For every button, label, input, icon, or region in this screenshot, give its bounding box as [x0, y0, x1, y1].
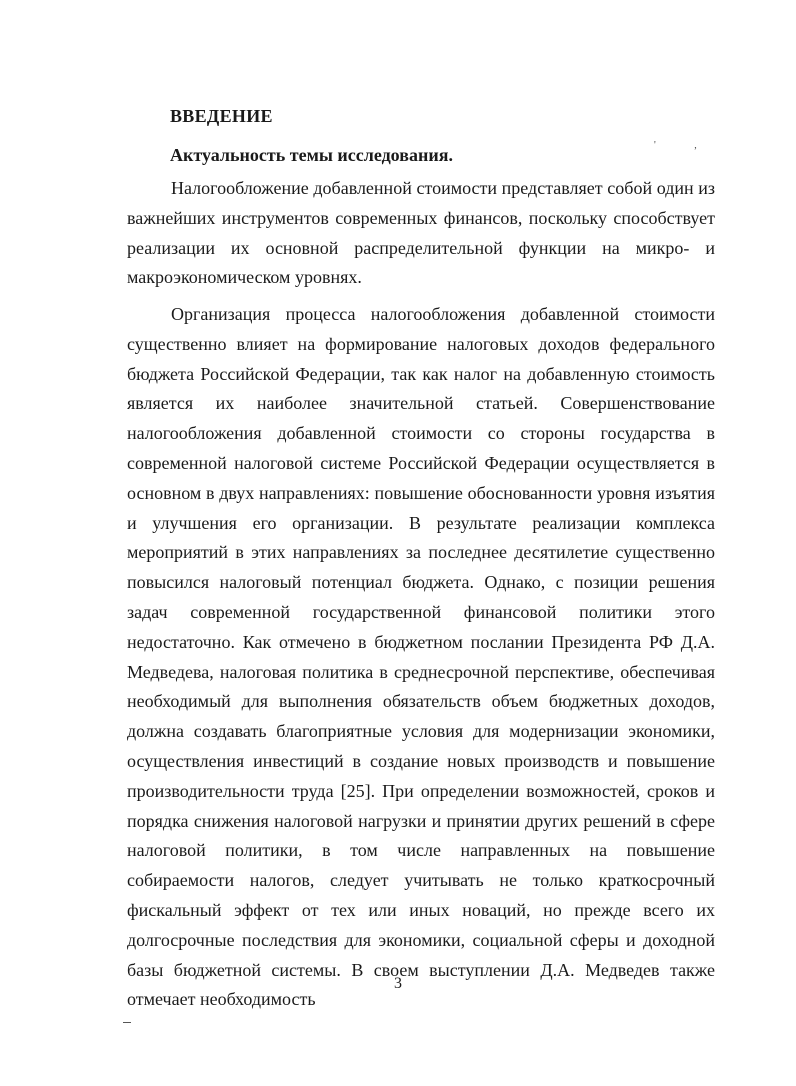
paragraph-1: Налогообложение добавленной стоимости представляет собой один из важнейших инструментов современных финансов, поскольку способствует реализации их основной распределительной функции на микро- и макроэкономическом уровнях. [127, 178, 715, 288]
stray-marks: ' , [654, 140, 715, 151]
section-heading: ВВЕДЕНИЕ [170, 106, 273, 126]
paragraph-2: Организация процесса налогообложения добавленной стоимости существенно влияет на формирование налоговых доходов федерального бюджета Российской Федерации, так как налог на добавленную стоимость является их наиболее значительной статьей. Совершенствование налогообложения добавленной стоимости со стороны государства в современной налоговой системе Российской Федерации осуществляется в основном в двух направлениях: повышение обоснованности уровня изъятия и улучшения его организации. В результате реализации комплекса мероприятий в этих направлениях за последнее десятилетие существенно повысился налоговый потенциал бюджета. Однако, с позиции решения задач современной государственной финансовой политики этого недостаточно. Как отмечено в бюджетном послании Президента РФ Д.А. Медведева, налоговая политика в среднесрочной перспективе, обеспечивая необходимый для выполнения обязательств объем бюджетных доходов, должна создавать благоприятные условия для модернизации экономики, осуществления инвестиций в создание новых производств и повышение производительности труда [25]. При определении возможностей, сроков и порядка снижения налоговой нагрузки и принятии других решений в сфере налоговой политики, в том числе направленных на повышение собираемости налогов, следует учитывать не только краткосрочный фискальный эффект от тех или иных новаций, но прежде всего их долгосрочные последствия для экономики, социальной сферы и доходной базы бюджетной системы. В своем выступлении Д.А. Медведев также отмечает необходимость [127, 304, 715, 1010]
scan-artifact-mark [123, 1022, 131, 1023]
page-number: 3 [394, 975, 402, 992]
subsection-heading: Актуальность темы исследования. [170, 145, 453, 165]
